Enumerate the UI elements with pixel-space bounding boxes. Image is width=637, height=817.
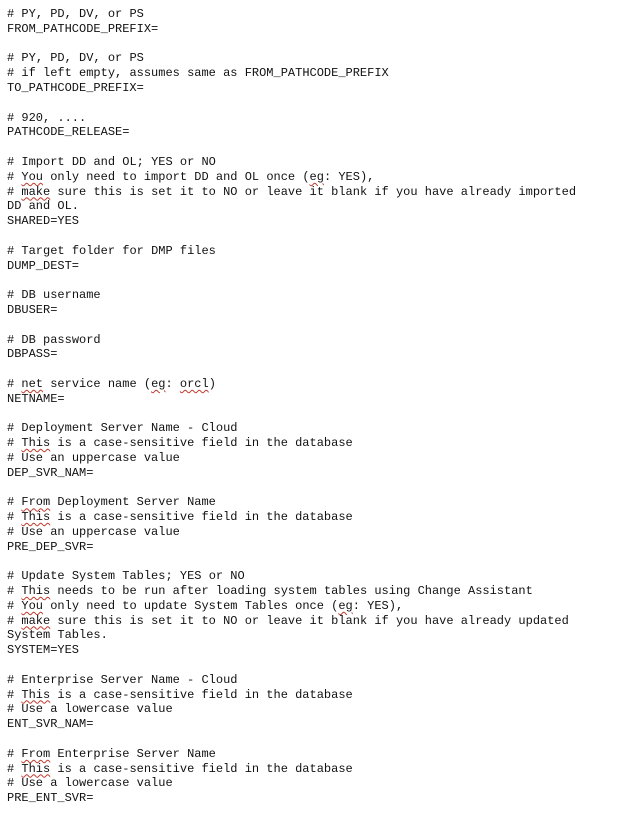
text-line: # Use an uppercase value xyxy=(7,524,180,539)
text-line: # This is a case-sensitive field in the database xyxy=(7,761,353,776)
text-line: # make sure this is set it to NO or leave it blank if you have already imported xyxy=(7,184,577,199)
text-line: # Use an uppercase value xyxy=(7,450,180,465)
blank-line xyxy=(7,362,637,377)
text-line: # Target folder for DMP files xyxy=(7,243,216,258)
text-line: DEP_SVR_NAM= xyxy=(7,465,94,480)
text-line: # Use a lowercase value xyxy=(7,776,173,791)
text-line: TO_PATHCODE_PREFIX= xyxy=(7,80,144,95)
blank-line xyxy=(7,318,637,333)
text-line: # net service name (eg: orcl) xyxy=(7,376,216,391)
text-line: # This needs to be run after loading system tables using Change Assistant xyxy=(7,584,533,599)
text-line: # PY, PD, DV, or PS xyxy=(7,51,144,66)
text-editor-content[interactable] xyxy=(7,7,637,806)
text-line: # Enterprise Server Name - Cloud xyxy=(7,672,238,687)
text-line: # if left empty, assumes same as FROM_PATHCODE_PREFIX xyxy=(7,66,389,81)
text-line: System Tables. xyxy=(7,628,108,643)
blank-line xyxy=(7,229,637,244)
text-line: # You only need to update System Tables once (eg: YES), xyxy=(7,598,404,613)
text-line: PRE_ENT_SVR= xyxy=(7,791,94,806)
text-line: NETNAME= xyxy=(7,391,65,406)
text-line: # PY, PD, DV, or PS xyxy=(7,7,144,21)
blank-line xyxy=(7,658,637,673)
blank-line xyxy=(7,140,637,155)
text-line: ENT_SVR_NAM= xyxy=(7,717,94,732)
text-line: # Use a lowercase value xyxy=(7,702,173,717)
text-line: DBUSER= xyxy=(7,302,58,317)
text-line: # From Deployment Server Name xyxy=(7,495,216,510)
blank-line xyxy=(7,407,637,422)
text-line: # DB username xyxy=(7,288,101,303)
text-line: # make sure this is set it to NO or leave it blank if you have already updated xyxy=(7,613,569,628)
blank-line xyxy=(7,37,637,52)
text-line: PRE_DEP_SVR= xyxy=(7,539,94,554)
blank-line xyxy=(7,732,637,747)
blank-line xyxy=(7,481,637,496)
text-line: # You only need to import DD and OL once (eg: YES), xyxy=(7,169,375,184)
text-line: FROM_PATHCODE_PREFIX= xyxy=(7,21,159,36)
blank-line xyxy=(7,554,637,569)
text-line: SHARED=YES xyxy=(7,214,80,229)
text-line: PATHCODE_RELEASE= xyxy=(7,125,130,140)
text-line: # This is a case-sensitive field in the database xyxy=(7,687,353,702)
text-line: # DB password xyxy=(7,332,101,347)
text-line: DD and OL. xyxy=(7,199,80,214)
blank-line xyxy=(7,273,637,288)
text-line: # From Enterprise Server Name xyxy=(7,746,216,761)
text-line: # This is a case-sensitive field in the database xyxy=(7,436,353,451)
text-line: # Deployment Server Name - Cloud xyxy=(7,421,238,436)
text-line: # 920, .... xyxy=(7,110,87,125)
blank-line xyxy=(7,96,637,111)
text-line: DBPASS= xyxy=(7,347,58,362)
text-line: # This is a case-sensitive field in the database xyxy=(7,510,353,525)
text-line: # Import DD and OL; YES or NO xyxy=(7,154,216,169)
text-line: DUMP_DEST= xyxy=(7,258,80,273)
text-line: # Update System Tables; YES or NO xyxy=(7,569,245,584)
text-line: SYSTEM=YES xyxy=(7,643,80,658)
